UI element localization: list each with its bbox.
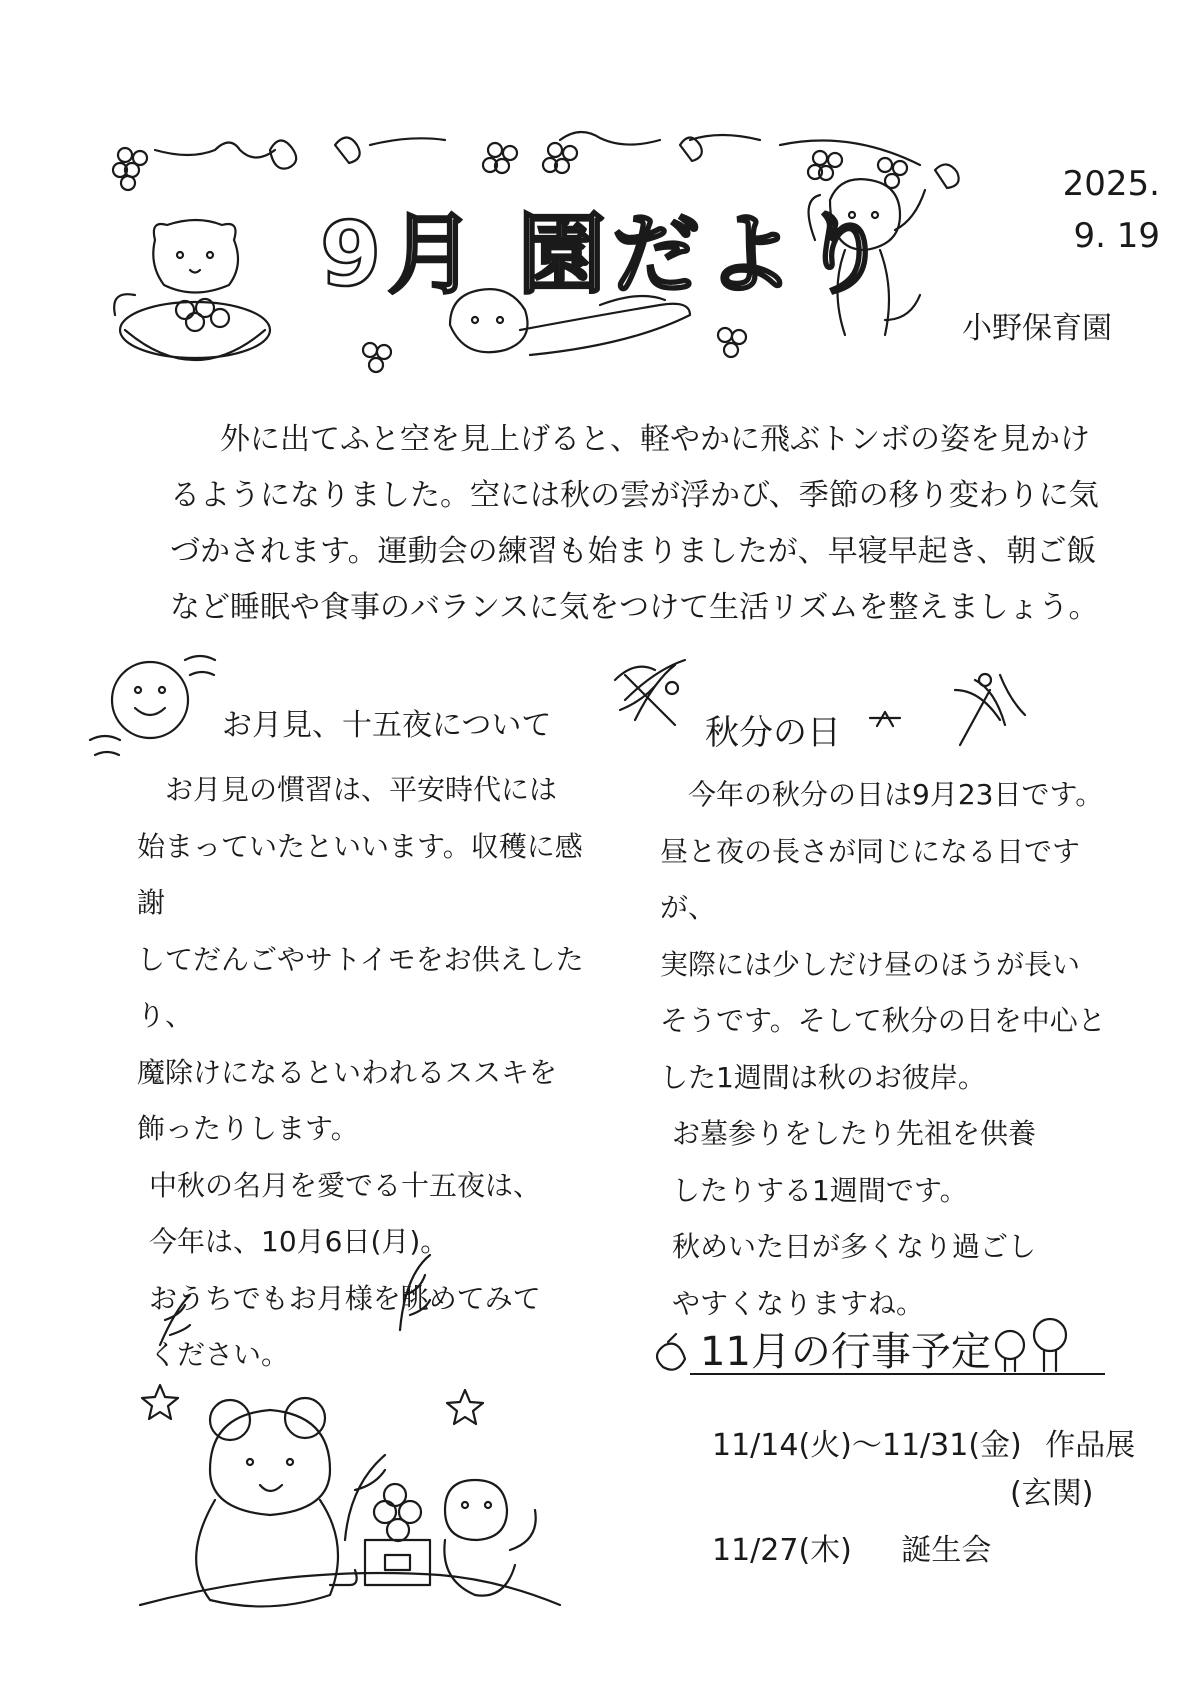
otsukimi-line: お月見の慣習は、平安時代には <box>165 773 558 806</box>
event-name: 作品展 <box>1045 1428 1136 1463</box>
dragonfly-icon <box>615 660 685 725</box>
grape-icon <box>113 148 147 190</box>
otsukimi-title: お月見、十五夜について <box>222 708 552 743</box>
shubun-title: 秋分の日 <box>705 713 841 753</box>
event-date: 11/14(火)〜11/31(金) <box>712 1428 1022 1463</box>
event-name: 誕生会 <box>901 1533 992 1568</box>
date-day: 9. 19 <box>1073 216 1160 256</box>
acorn-icon <box>657 1334 685 1370</box>
event-item <box>712 1525 991 1569</box>
otsukimi-line: 中秋の名月を愛でる十五夜は、 <box>149 1168 542 1202</box>
school-name: 小野保育園 <box>962 311 1112 346</box>
shubun-line: したりする1週間です。 <box>672 1173 968 1207</box>
shubun-line: 今年の秋分の日は9月23日です。 <box>688 778 1104 811</box>
red-panda-illustration <box>114 220 270 360</box>
dragonfly-icon <box>870 712 900 726</box>
red-panda-illustration <box>444 1480 535 1596</box>
otsukimi-text <box>137 762 607 1384</box>
dragonfly-icon <box>955 674 1025 745</box>
shubun-line: した1週間は秋のお彼岸。 <box>660 1060 986 1094</box>
otsukimi-line: 飾ったりします。 <box>137 1112 359 1145</box>
dango-icon <box>365 1484 430 1585</box>
events-underline <box>690 1373 1105 1375</box>
event-item <box>712 1420 1135 1464</box>
event-place: (玄関) <box>1010 1476 1094 1511</box>
otsukimi-line: 今年は、10月6日(月)。 <box>149 1225 449 1258</box>
shubun-line: 実際には少しだけ昼のほうが長い <box>660 947 1081 981</box>
shubun-line: やすくなりますね。 <box>672 1286 925 1320</box>
otsukimi-line: 魔除けになるといわれるススキを <box>137 1055 558 1089</box>
intro-paragraph: 外に出てふと空を見上げると、軽やかに飛ぶトンボの姿を見かけるようになりました。空には秋の雲が浮かび、季節の移り変わりに気づかされます。運動会の練習も始まりましたが、早寝早起き、朝ご飯など睡眠や食事のバランスに気をつけて生活リズムを整えましょう。 <box>170 422 1099 625</box>
grape-icon <box>808 151 842 180</box>
date-year: 2025. <box>1062 164 1160 204</box>
shubun-line: 昼と夜の長さが同じになる日ですが、 <box>660 834 1081 924</box>
grape-icon <box>363 343 391 372</box>
issue-date <box>1030 158 1160 262</box>
moon-face-icon <box>90 656 215 755</box>
shubun-line: 秋めいた日が多くなり過ごし <box>672 1230 1037 1263</box>
events-title: 11月の行事予定 <box>700 1329 991 1375</box>
shubun-line: お墓参りをしたり先祖を供養 <box>672 1117 1037 1150</box>
grape-icon <box>543 143 577 173</box>
page-title: 9月 園だより <box>320 203 894 306</box>
otsukimi-line: ください。 <box>149 1338 290 1371</box>
grape-icon <box>718 328 746 357</box>
otsukimi-line: 始まっていたといいます。収穫に感謝 <box>137 829 583 919</box>
shubun-line: そうです。そして秋分の日を中心と <box>660 1004 1106 1037</box>
event-date: 11/27(木) <box>712 1533 852 1568</box>
otsukimi-line: おうちでもお月様を眺めてみて <box>149 1281 541 1315</box>
otsukimi-line: してだんごやサトイモをお供えしたり、 <box>137 942 584 1032</box>
grape-icon <box>483 143 517 173</box>
star-icon <box>447 1390 483 1424</box>
star-icon <box>142 1385 178 1419</box>
shubun-text <box>660 767 1110 1332</box>
